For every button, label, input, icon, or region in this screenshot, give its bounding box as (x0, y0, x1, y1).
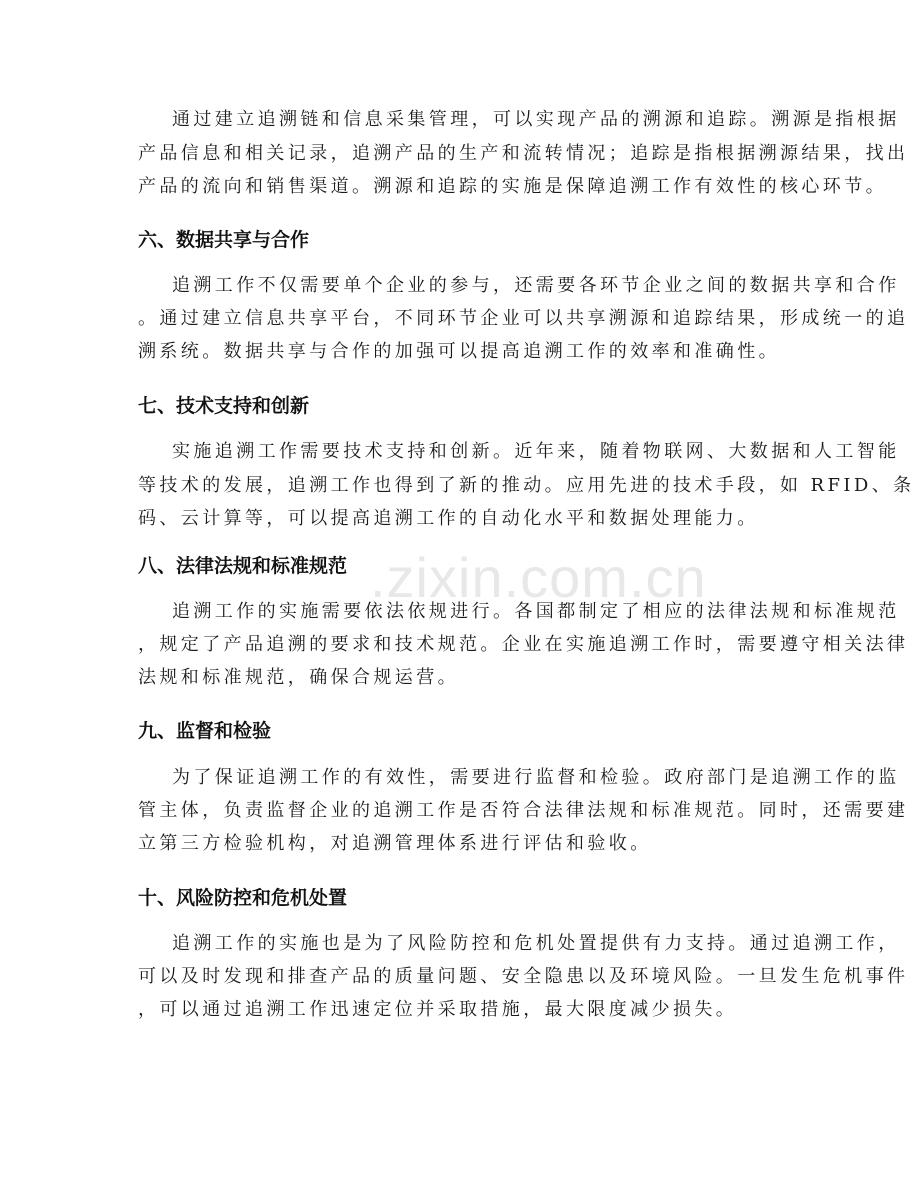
section-heading: 七、技术支持和创新 (138, 395, 310, 417)
paragraph-line: 产品信息和相关记录，追溯产品的生产和流转情况；追踪是指根据溯源结果，找出 (138, 143, 909, 164)
paragraph-line: 实施追溯工作需要技术支持和创新。近年来，随着物联网、大数据和人工智能 (172, 441, 900, 462)
paragraph-line: 追溯工作的实施也是为了风险防控和危机处置提供有力支持。通过追溯工作， (172, 933, 900, 954)
paragraph-line: 为了保证追溯工作的有效性，需要进行监督和检验。政府部门是追溯工作的监 (172, 767, 900, 788)
paragraph-line: 立第三方检验机构，对追溯管理体系进行评估和验收。 (138, 833, 652, 854)
paragraph-line: 通过建立追溯链和信息采集管理，可以实现产品的溯源和追踪。溯源是指根据 (172, 109, 900, 130)
section-heading: 六、数据共享与合作 (138, 229, 310, 251)
paragraph-line: 可以及时发现和排查产品的质量问题、安全隐患以及环境风险。一旦发生危机事件 (138, 966, 909, 987)
paragraph-line: 追溯工作的实施需要依法依规进行。各国都制定了相应的法律法规和标准规范 (172, 601, 900, 622)
paragraph-line: 。通过建立信息共享平台，不同环节企业可以共享溯源和追踪结果，形成统一的追 (138, 308, 909, 329)
section-heading: 八、法律法规和标准规范 (138, 555, 348, 577)
paragraph-line: 码、云计算等，可以提高追溯工作的自动化水平和数据处理能力。 (138, 508, 759, 529)
paragraph-line: 管主体，负责监督企业的追溯工作是否符合法律法规和标准规范。同时，还需要建 (138, 800, 909, 821)
paragraph-line: 追溯工作不仅需要单个企业的参与，还需要各环节企业之间的数据共享和合作 (172, 275, 900, 296)
section-heading: 九、监督和检验 (138, 720, 272, 742)
watermark: .zixin.com.cn (370, 546, 707, 609)
section-heading: 十、风险防控和危机处置 (138, 887, 348, 909)
paragraph-line: 溯系统。数据共享与合作的加强可以提高追溯工作的效率和准确性。 (138, 341, 780, 362)
paragraph-line: 等技术的发展，追溯工作也得到了新的推动。应用先进的技术手段，如 RFID、条 (138, 475, 915, 496)
paragraph-line: ，可以通过追溯工作迅速定位并采取措施，最大限度减少损失。 (138, 999, 738, 1020)
paragraph-line: ，规定了产品追溯的要求和技术规范。企业在实施追溯工作时，需要遵守相关法律 (138, 634, 909, 655)
paragraph-line: 产品的流向和销售渠道。溯源和追踪的实施是保障追溯工作有效性的核心环节。 (138, 176, 887, 197)
paragraph-line: 法规和标准规范，确保合规运营。 (138, 667, 459, 688)
